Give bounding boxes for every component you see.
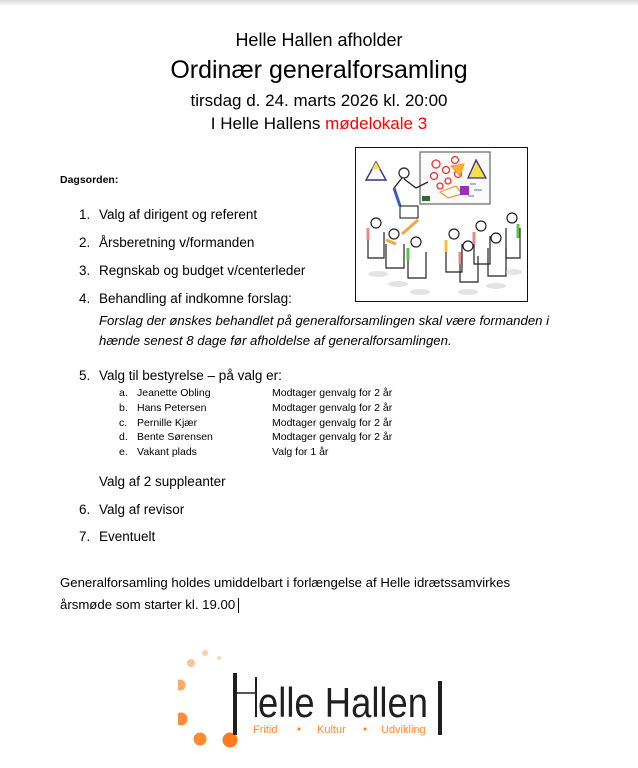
tagline-fritid: Fritid [253, 724, 278, 736]
agenda-number: 1. [79, 207, 91, 222]
tagline-udvikling: Udvikling [381, 724, 426, 736]
logo-dots [178, 650, 238, 748]
text-cursor [238, 598, 239, 613]
candidate-letter: a. [119, 387, 128, 399]
candidate-name: Vakant plads [137, 446, 197, 458]
agenda-number: 4. [79, 291, 91, 306]
tagline-kultur: Kultur [317, 724, 346, 736]
agenda-text: Valg af revisor [99, 502, 185, 517]
agenda-text: Regnskab og budget v/centerleder [99, 263, 306, 278]
logo-mark [178, 645, 448, 755]
candidate-letter: c. [119, 417, 128, 429]
agenda-number: 7. [79, 529, 91, 544]
meeting-date: tirsdag d. 24. marts 2026 kl. 20:00 [190, 91, 448, 110]
logo-name: elle Hallen [258, 679, 428, 726]
agenda-number: 6. [79, 502, 91, 517]
closing-line-1: Generalforsamling holdes umiddelbart i forlængelse af Helle idrætssamvirkes [60, 575, 511, 590]
closing-line-2 [60, 594, 510, 616]
tagline-dot [298, 728, 301, 731]
substitutes-line: Valg af 2 suppleanter [99, 474, 226, 489]
header-line: Helle Hallen afholder [235, 30, 403, 50]
candidate-status: Modtager genvalg for 2 år [272, 431, 393, 443]
candidate-name: Bente Sørensen [137, 431, 213, 443]
candidate-letter: d. [119, 431, 128, 443]
candidate-status: Modtager genvalg for 2 år [272, 417, 393, 429]
closing-line-2-text: årsmøde som starter kl. 19.00 [60, 597, 236, 612]
agenda-text: Årsberetning v/formanden [99, 235, 255, 250]
meeting-drawing [356, 148, 526, 300]
agenda-text: Behandling af indkomne forslag: [99, 291, 292, 306]
agenda-number: 3. [79, 263, 91, 278]
page-title: Ordinær generalforsamling [170, 56, 468, 84]
meeting-illustration [355, 147, 528, 302]
candidate-name: Pernille Kjær [137, 417, 198, 429]
candidate-status: Modtager genvalg for 2 år [272, 402, 393, 414]
agenda-number: 5. [79, 368, 91, 383]
candidate-letter: b. [119, 402, 128, 414]
candidate-status: Modtager genvalg for 2 år [272, 387, 393, 399]
tagline-dot [364, 728, 367, 731]
helle-hallen-logo [178, 645, 448, 755]
location-highlight: mødelokale 3 [325, 114, 428, 133]
candidate-name: Jeanette Obling [137, 387, 211, 399]
meeting-location [0, 114, 638, 134]
agenda-text: Eventuelt [99, 529, 156, 544]
agenda-number: 2. [79, 235, 91, 250]
candidate-name: Hans Petersen [137, 402, 207, 414]
page-top-shadow [0, 0, 638, 6]
agenda-text: Valg af dirigent og referent [99, 207, 258, 222]
agenda-heading: Dagsorden: [60, 174, 119, 186]
candidate-status: Valg for 1 år [272, 446, 329, 458]
location-prefix: I Helle Hallens [210, 114, 326, 133]
agenda-text: Valg til bestyrelse – på valg er: [99, 368, 282, 383]
closing-paragraph[interactable] [60, 572, 510, 616]
candidate-letter: e. [119, 446, 128, 458]
proposal-note: Forslag der ønskes behandlet på generalforsamlingen skal være formanden i hænde senest 8 dage før afholdelse af generalforsamlingen. [99, 313, 550, 348]
